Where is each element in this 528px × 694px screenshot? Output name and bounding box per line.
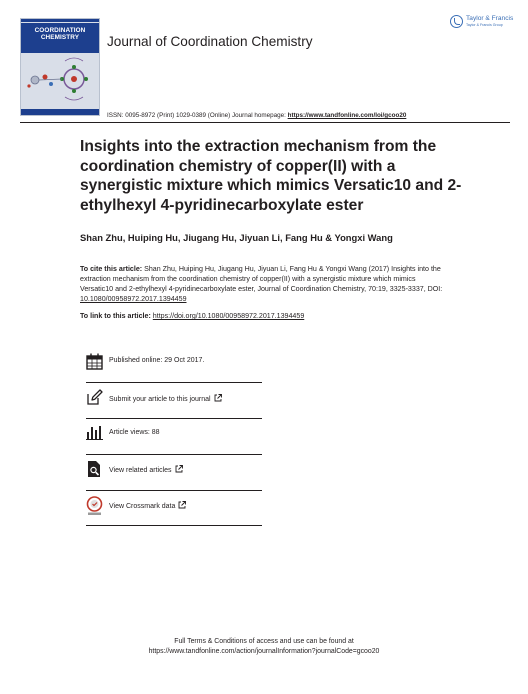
publisher-logo[interactable] <box>450 14 512 34</box>
external-link-icon <box>175 465 183 473</box>
publisher-subtitle: Taylor & Francis Group <box>466 23 503 27</box>
article-link-label: To link to this article: <box>80 312 153 320</box>
published-online-row <box>86 352 262 380</box>
footer-terms-text: Full Terms & Conditions of access and use can be found at <box>174 638 354 645</box>
pencil-edit-icon <box>86 389 103 406</box>
info-divider <box>86 382 262 383</box>
cover-title <box>21 27 99 41</box>
issn-line <box>107 112 406 119</box>
article-doi-link[interactable]: https://doi.org/10.1080/00958972.2017.1394459 <box>152 312 305 320</box>
bar-chart-icon <box>86 425 103 440</box>
cover-illustration <box>21 53 99 109</box>
article-views-row <box>86 424 262 452</box>
citation-block <box>80 264 448 304</box>
external-link-icon <box>178 501 186 509</box>
citation-text: Shan Zhu, Huiping Hu, Jiugang Hu, Jiyuan Li, Fang Hu & Yongxi Wang (2017) Insights into the extraction mechanism from the coordination chemistry of copper(II) with a synergistic mixture which mimics Versatic10 and 2-ethylhexyl 4-pyridinecarboxylate ester, Journal of Coordination Chemistry, 70:19, 3325-3337, DOI: <box>80 265 443 293</box>
related-articles-search-icon <box>86 460 103 478</box>
journal-homepage-link[interactable]: https://www.tandfonline.com/loi/gcoo20 <box>287 112 407 119</box>
publisher-name: Taylor & Francis <box>466 15 514 22</box>
cover-title-line2: CHEMISTRY <box>40 34 80 41</box>
journal-title[interactable]: Journal of Coordination Chemistry <box>107 34 313 49</box>
citation-doi-link[interactable]: 10.1080/00958972.2017.1394459 <box>80 295 187 303</box>
taylor-francis-logo-icon <box>450 15 463 28</box>
article-views-text: Article views: 88 <box>109 429 160 436</box>
submit-article-label: Submit your article to this journal <box>109 396 211 403</box>
info-divider <box>86 454 262 455</box>
article-link-line <box>80 312 304 320</box>
published-online-text: Published online: 29 Oct 2017. <box>109 357 205 364</box>
article-title: Insights into the extraction mechanism from the coordination chemistry of copper(II) with a synergistic mixture which mimics Versatic10 and 2-ethylhexyl 4-pyridinecarboxylate ester <box>80 138 462 214</box>
cover-top-strip <box>21 19 99 22</box>
cover-title-line1: COORDINATION <box>34 27 86 34</box>
submit-article-link[interactable] <box>109 394 222 403</box>
cover-footer-strip <box>21 109 99 115</box>
submit-article-row[interactable] <box>86 389 262 417</box>
related-articles-row[interactable] <box>86 460 262 488</box>
info-divider <box>86 418 262 419</box>
crossmark-row[interactable] <box>86 496 262 524</box>
footer <box>0 637 528 657</box>
crossmark-link[interactable] <box>109 501 186 510</box>
citation-label: To cite this article: <box>80 265 143 273</box>
info-divider <box>86 525 262 526</box>
related-articles-label: View related articles <box>109 467 172 474</box>
footer-terms-link[interactable]: https://www.tandfonline.com/action/journalInformation?journalCode=gcoo20 <box>148 648 380 655</box>
crossmark-icon <box>86 496 103 516</box>
issn-text: ISSN: 0095-8972 (Print) 1029-0389 (Online) Journal homepage: <box>107 112 288 119</box>
calendar-icon <box>86 353 103 370</box>
header-divider <box>20 122 510 123</box>
crossmark-label: View Crossmark data <box>109 503 176 510</box>
external-link-icon <box>214 394 222 402</box>
article-authors: Shan Zhu, Huiping Hu, Jiugang Hu, Jiyuan Li, Fang Hu & Yongxi Wang <box>80 232 393 243</box>
related-articles-link[interactable] <box>109 465 183 474</box>
journal-cover-image <box>20 18 100 116</box>
info-divider <box>86 490 262 491</box>
